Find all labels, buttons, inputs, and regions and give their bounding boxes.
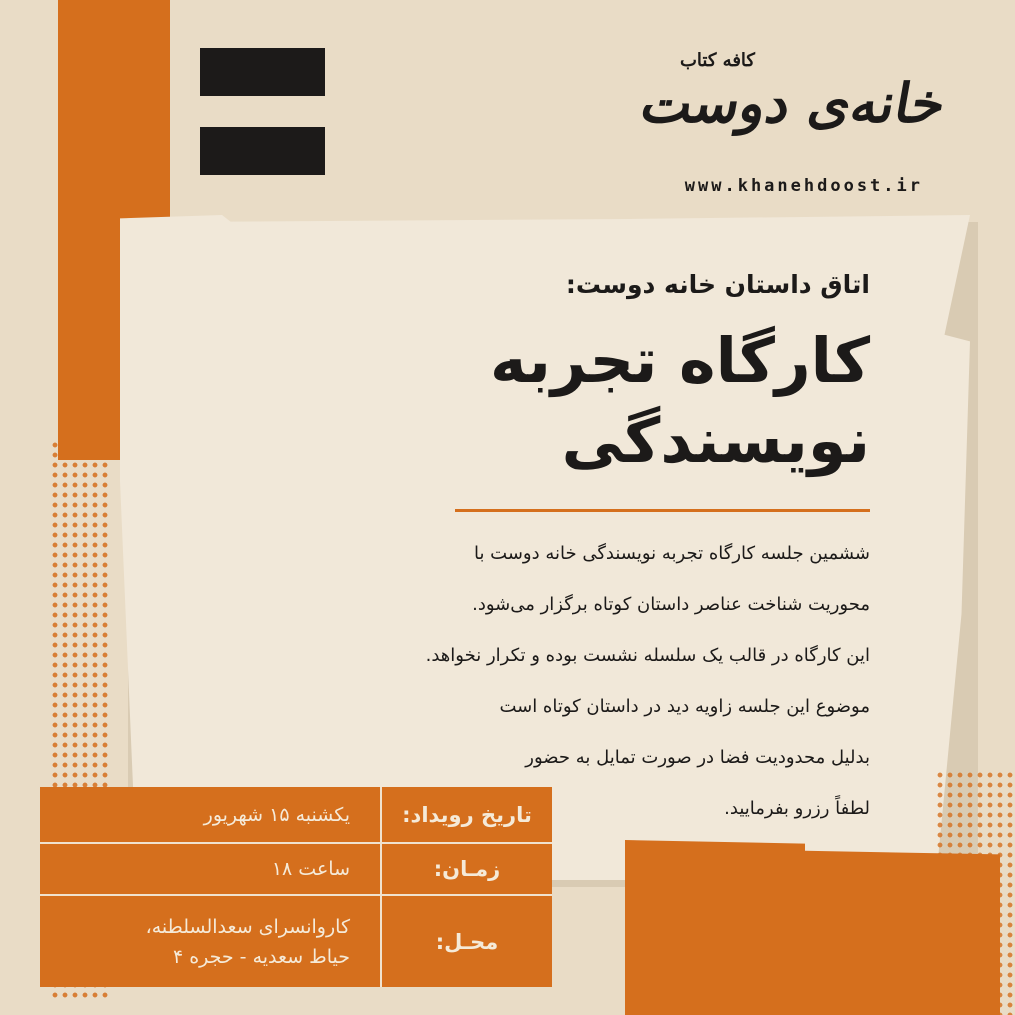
place-value-line: حیاط سعدیه - حجره ۴ bbox=[172, 945, 350, 968]
event-details-table bbox=[40, 787, 552, 987]
logo-subtitle: کافه کتاب bbox=[679, 50, 755, 71]
title-underline bbox=[455, 509, 870, 512]
date-value-text: یکشنبه ۱۵ شهریور bbox=[203, 803, 350, 826]
place-label: محـل: bbox=[380, 896, 552, 987]
place-value-line: کاروانسرای سعدالسلطنه، bbox=[145, 915, 350, 938]
announcement bbox=[170, 270, 870, 848]
halftone-dots-decoration bbox=[935, 770, 1015, 1015]
date-row bbox=[40, 787, 552, 844]
place-row bbox=[40, 896, 552, 987]
time-label: زمـان: bbox=[380, 844, 552, 894]
date-value bbox=[40, 787, 380, 842]
time-row bbox=[40, 844, 552, 896]
description-line: ششمین جلسه کارگاه تجربه نویسندگی خانه دوست با bbox=[473, 543, 870, 564]
time-value-text: ساعت ۱۸ bbox=[271, 858, 350, 880]
description-line: بدلیل محدودیت فضا در صورت تمایل به حضور bbox=[525, 747, 870, 768]
event-subtitle: اتاق داستان خانه دوست: bbox=[565, 270, 870, 299]
event-title: کارگاه تجربه نویسندگی bbox=[490, 324, 870, 477]
black-bar-decoration bbox=[200, 127, 325, 175]
description-line: موضوع این جلسه زاویه دید در داستان کوتاه است bbox=[499, 696, 870, 717]
cafe-logo bbox=[555, 50, 951, 135]
description-line: این کارگاه در قالب یک سلسله نشست بوده و تکرار نخواهد. bbox=[425, 645, 870, 666]
logo-wordmark: خانه‌ی دوست bbox=[636, 71, 951, 135]
time-value bbox=[40, 844, 380, 894]
website-url: www.khanehdoost.ir bbox=[684, 176, 923, 196]
description-line: محوریت شناخت عناصر داستان کوتاه برگزار می‌شود. bbox=[472, 594, 870, 615]
description-line: لطفاً رزرو بفرمایید. bbox=[724, 798, 870, 819]
date-label: تاریخ رویداد: bbox=[380, 787, 552, 842]
place-value bbox=[40, 896, 380, 987]
black-bar-decoration bbox=[200, 48, 325, 96]
